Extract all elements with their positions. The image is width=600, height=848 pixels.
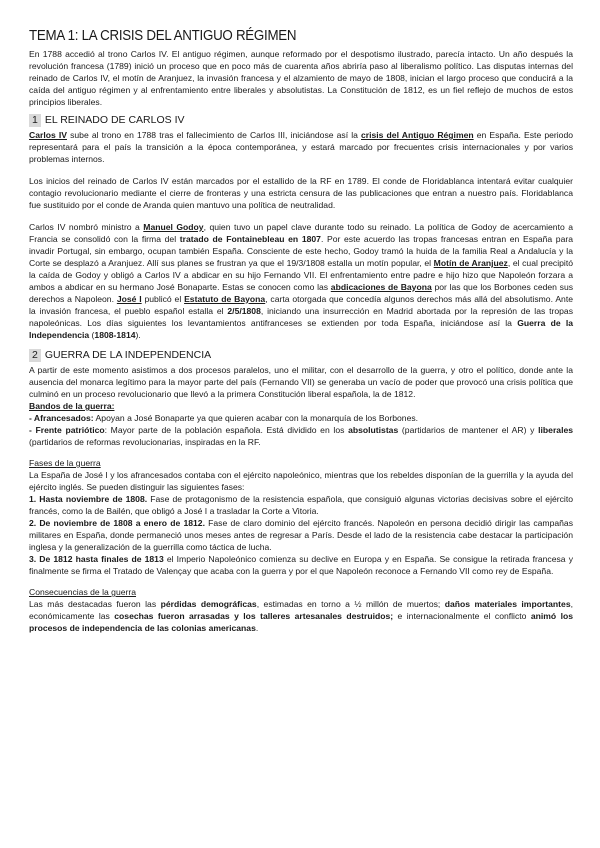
- section-2-heading: [29, 349, 573, 362]
- s2-paragraph-1: A partir de este momento asistimos a dos procesos paralelos, uno el militar, con el desarrollo de la guerra, y otro el político, donde ante la ausencia del monarca legítimo para la mayor parte del país (Fernando VII) se generaba un vacío de poder que provocó una crisis política que culminó en un proceso revolucionario que llevó a la primera Constitución liberal española, la de 1812.: [29, 365, 573, 399]
- frente-patriotico-item: - Frente patriótico: Mayor parte de la población española. Está dividido en los absolutistas (partidarios de mantener el AR) y liberales (partidarios de reformas revolucionarias, inspiradas en la RF.: [29, 425, 574, 447]
- fase-3: 3. De 1812 hasta finales de 1813 el Imperio Napoleónico comienza su declive en Europa y en España. Se consigue la retirada francesa y finalmente se firma el Tratado de Valençay que acaba con la guerra y por el que Napoleón reconoce a Fernando VII como rey de España.: [29, 554, 573, 576]
- s1-paragraph-2: Los inicios del reinado de Carlos IV están marcados por el estallido de la RF en 1789. El conde de Floridablanca intentará evitar cualquier contagio revolucionario mediante el cierre de fronteras y una estricta censura de las publicaciones que entran a nuestro país. Floridablanca fue sustituido por el conde de Aranda quien mantuvo una política de neutralidad.: [29, 176, 573, 210]
- fases-label: Fases de la guerra: [29, 458, 101, 468]
- document-page: [29, 28, 573, 634]
- fase-2: 2. De noviembre de 1808 a enero de 1812. Fase de claro dominio del ejército francés. Napoleón en persona decidió dirigir las campañas militares en España, donde permaneció unos meses antes de regresar a París. Desde el lado de la resistencia cabe destacar la participación inglesa y la generalización de la guerrilla como táctica de lucha.: [29, 518, 573, 552]
- intro-paragraph: En 1788 accedió al trono Carlos IV. El antiguo régimen, aunque reformado por el despotismo ilustrado, parecía intacto. Un año después la revolución francesa (1789) inició un proceso que en poco más de cuarenta años abriría paso al liberalismo político. Las disputas internas del reinado de Carlos IV, el motín de Aranjuez, la invasión francesa y el alzamiento de mayo de 1808, inician el largo proceso que conducirá a la caída del antiguo régimen y al enfrentamiento entre liberales y absolutistas. La Constitución de 1812, es un fiel reflejo de muchos de estos principios liberales.: [29, 49, 573, 107]
- s1-paragraph-1: Carlos IV sube al trono en 1788 tras el fallecimiento de Carlos III, iniciándose así la crisis del Antiguo Régimen en España. Este periodo representará para el país la transición a la época contemporánea, y estará marcado por frecuentes crisis internacionales y por varios problemas internos.: [29, 130, 573, 164]
- section-1-heading: [29, 114, 573, 127]
- section-number: 1: [29, 114, 41, 127]
- fase-1: 1. Hasta noviembre de 1808. Fase de protagonismo de la resistencia española, que consiguió algunas victorias decisivas sobre el ejército francés, como la de Bailén, que obligó a José I a trasladar la Corte a Vitoria.: [29, 494, 573, 516]
- section-title: EL REINADO DE CARLOS IV: [44, 114, 185, 126]
- section-title: GUERRA DE LA INDEPENDENCIA: [44, 349, 212, 361]
- bandos-label: Bandos de la guerra:: [29, 401, 115, 411]
- afrancesados-item: - Afrancesados: Apoyan a José Bonaparte ya que quieren acabar con la monarquía de los Borbones.: [29, 413, 419, 423]
- section-number: 2: [29, 349, 41, 362]
- fases-intro: La España de José I y los afrancesados contaba con el ejército napoleónico, mientras que los rebeldes disponían de la guerrilla y la ayuda del ejército inglés. Se pueden distinguir las siguientes fases:: [29, 470, 573, 492]
- s1-paragraph-3: Carlos IV nombró ministro a Manuel Godoy, quien tuvo un papel clave durante todo su reinado. La política de Godoy de acercamiento a Francia se consolidó con la firma del tratado de Fontainebleau en 1807. Por este acuerdo las tropas francesas entran en España para invadir Portugal, sin embargo, ocupan también España. Consciente de este hecho, Godoy tramó la huida de la familia Real a Andalucía y la Corte se desplazó a Aranjuez. Allí sus planes se frustran ya que el 19/3/1808 estalla un motín popular, el Motín de Aranjuez, el cual precipitó la caída de Godoy y obligó a Carlos IV a abdicar en su hijo Fernando VII. El enfrentamiento entre padre e hijo hizo que Napoleón forzara a ambos a abdicar en su hermano José Bonaparte. Estas se conocen como las abdicaciones de Bayona por las que los Borbones ceden sus derechos a Napoleon. José I publicó el Estatuto de Bayona, carta otorgada que concedía algunos derechos más allá del absolutismo. Ante la invasión francesa, el pueblo español estalla el 2/5/1808, iniciando una insurrección en Madrid abortada por la represión de las tropas napoleónicas. Los días siguientes los levantamientos antifranceses se extienden por toda España, iniciándose así la Guerra de la Independencia (1808-1814).: [29, 222, 574, 340]
- consecuencias-label: Consecuencias de la guerra: [29, 587, 137, 597]
- page-title: TEMA 1: LA CRISIS DEL ANTIGUO RÉGIMEN: [29, 28, 297, 44]
- consecuencias-paragraph: Las más destacadas fueron las pérdidas demográficas, estimadas en torno a ½ millón de muertos; daños materiales importantes, económicamente las cosechas fueron arrasadas y los talleres artesanales destruidos; e internacionalmente el conflicto animó los procesos de independencia de las colonias americanas.: [29, 599, 574, 633]
